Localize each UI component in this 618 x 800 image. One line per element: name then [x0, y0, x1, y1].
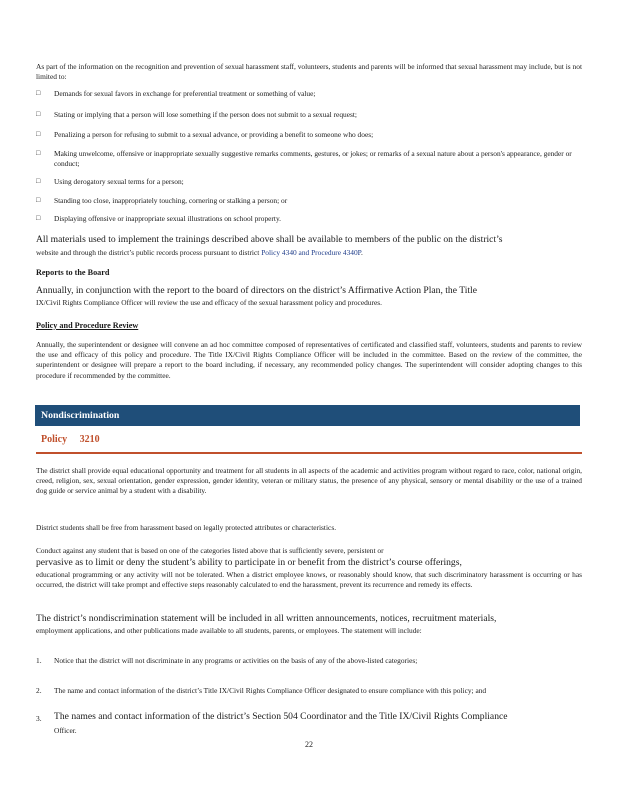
reports-heading: Reports to the Board [36, 268, 110, 277]
bullet-item: Standing too close, inappropriately touching, cornering or stalking a person; or [54, 196, 288, 205]
list-number: 2. [36, 686, 42, 695]
list-number: 1. [36, 656, 42, 665]
statement-sentence: The district’s nondiscrimination statement will be included in all written announcements, notices, recruitment materials, [36, 613, 497, 624]
materials-sentence: All materials used to implement the trainings described above shall be available to members of the public on the district’s [36, 234, 503, 245]
section-header-nondiscrimination: Nondiscrimination [35, 405, 580, 426]
conduct-sentence-large: pervasive as to limit or deny the student’s ability to participate in or benefit from the district’s course offerings, [36, 557, 462, 568]
policy-4340-link[interactable]: Policy 4340 and Procedure 4340P [261, 248, 361, 257]
bullet-marker: □ [36, 130, 41, 138]
bullet-item: Making unwelcome, offensive or inappropriate sexually suggestive remarks comments, gestures, or jokes; or remarks of a sexual nature about a person's appearance, gender or conduct; [54, 149, 572, 168]
list-number: 3. [36, 714, 42, 723]
bullet-marker: □ [36, 149, 41, 157]
annual-report-sentence: Annually, in conjunction with the report to the board of directors on the district’s Affirmative Action Plan, the Title [36, 285, 477, 296]
bullet-item: Displaying offensive or inappropriate sexual illustrations on school property. [54, 214, 282, 223]
title-divider [36, 452, 582, 454]
bullet-marker: □ [36, 177, 41, 185]
statement-paragraph: employment applications, and other publications made available to all students, parents, or employees. The statement will include: [36, 626, 422, 635]
list-item: The name and contact information of the district’s Title IX/Civil Rights Compliance Officer designated to ensure compliance with this policy; and [54, 686, 487, 695]
bullet-marker: □ [36, 214, 41, 222]
bullet-marker: □ [36, 196, 41, 204]
bullet-item: Stating or implying that a person will lose something if the person does not submit to a sexual request; [54, 110, 357, 119]
page-number: 22 [305, 740, 313, 749]
list-item: Notice that the district will not discriminate in any programs or activities on the basis of any of the above-listed categories; [54, 656, 418, 665]
list-item-continuation: Officer. [54, 726, 77, 735]
materials-end: . [360, 248, 363, 257]
conduct-paragraph: educational programming or any activity will not be tolerated. When a district employee knows, or reasonably should know, that such discriminatory harassment is occurring or has occurred, the district will take prompt and effective steps reasonably calculated to end the harassment, prevent its recurrence and remedy its effects. [36, 570, 582, 590]
bullet-marker: □ [36, 110, 41, 118]
materials-text: website and through the district’s public records process pursuant to district [36, 248, 260, 257]
bullet-item: Using derogatory sexual terms for a person; [54, 177, 184, 186]
annual-report-continuation: IX/Civil Rights Compliance Officer will review the use and efficacy of the sexual harassment policy and procedures. [36, 298, 382, 307]
intro-paragraph: As part of the information on the recognition and prevention of sexual harassment staff, volunteers, students and parents will be informed that sexual harassment may include, but is not limited to: [36, 62, 582, 82]
bullet-marker: □ [36, 89, 41, 97]
bullet-item: Demands for sexual favors in exchange for preferential treatment or something of value; [54, 89, 316, 98]
policy-label: Policy [41, 434, 68, 445]
materials-continuation [36, 248, 582, 258]
review-heading: Policy and Procedure Review [36, 321, 139, 330]
policy-title [41, 434, 100, 445]
list-item-large: The names and contact information of the district’s Section 504 Coordinator and the Title IX/Civil Rights Compliance [54, 711, 508, 722]
harassment-paragraph: District students shall be free from harassment based on legally protected attributes or characteristics. [36, 523, 337, 532]
conduct-sentence: Conduct against any student that is based on one of the categories listed above that is sufficiently severe, persistent or [36, 546, 384, 555]
bullet-item: Penalizing a person for refusing to submit to a sexual advance, or providing a benefit to someone who does; [54, 130, 374, 139]
nondiscrimination-paragraph: The district shall provide equal educational opportunity and treatment for all students in all aspects of the academic and activities program without regard to race, color, national origin, creed, religion, sex, sexual orientation, gender expression, gender identity, veteran or military status, the presence of any physical, sensory or mental disability or the use of a trained dog guide or service animal by a student with a disability. [36, 466, 582, 496]
policy-number: 3210 [79, 434, 100, 445]
review-paragraph: Annually, the superintendent or designee will convene an ad hoc committee composed of representatives of certificated and classified staff, volunteers, students and parents to review the use and efficacy of this policy and procedure. The Title IX/Civil Rights Compliance Officer will be included in the committee. Based on the review of the committee, the superintendent or designee will prepare a report to the board including, if necessary, any recommended policy changes. The superintendent will consider adopting changes to this procedure if recommended by the committee. [36, 340, 582, 380]
